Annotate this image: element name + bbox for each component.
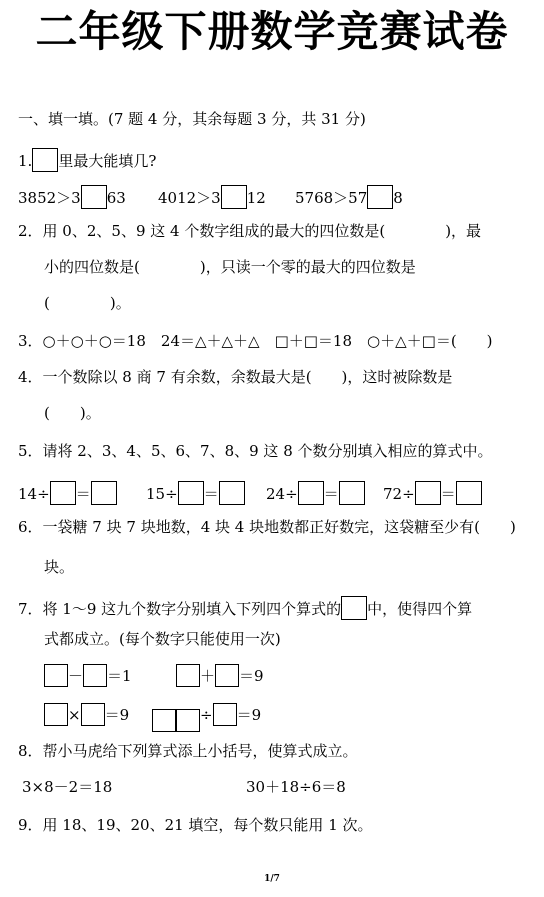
question-7-line-1	[18, 596, 472, 620]
answer-box[interactable]	[50, 481, 76, 505]
answer-box[interactable]	[83, 664, 107, 687]
answer-box[interactable]	[339, 481, 365, 505]
question-9: 9．用 18、19、20、21 填空，每个数只能用 1 次。	[18, 816, 373, 834]
answer-box[interactable]	[298, 481, 324, 505]
answer-box[interactable]	[91, 481, 117, 505]
q7-equation-plus	[176, 664, 264, 687]
answer-box[interactable]	[176, 664, 200, 687]
page-title: 二年级下册数学竞赛试卷	[35, 7, 509, 56]
answer-box[interactable]	[221, 185, 247, 209]
answer-box[interactable]	[213, 703, 237, 726]
q8-expression-1: 3×8－2＝18	[22, 778, 113, 796]
q5-equation-4	[383, 481, 482, 505]
q5-e4-label: 72÷	[383, 485, 415, 503]
page-number: 1/7	[264, 874, 280, 884]
q5-equation-3	[266, 481, 365, 505]
question-4-line-1: 4．一个数除以 8 商 7 有余数，余数最大是( )，这时被除数是	[18, 368, 453, 386]
q7-result-9: ＝9	[239, 667, 264, 685]
answer-box[interactable]	[367, 185, 393, 209]
q5-e1-label: 14÷	[18, 485, 50, 503]
answer-box[interactable]	[415, 481, 441, 505]
equals-sign: ＝	[75, 485, 91, 503]
q1-b-left: 4012＞3	[158, 189, 221, 207]
q7-result-1: ＝1	[107, 667, 132, 685]
two-digit-box	[152, 709, 200, 732]
question-6-line-2: 块。	[44, 558, 75, 576]
q1-c-right: 8	[393, 189, 403, 207]
q5-e3-label: 24÷	[266, 485, 298, 503]
q7-equation-times	[44, 703, 129, 726]
section-heading: 一、填一填。(7 题 4 分，其余每题 3 分，共 31 分)	[18, 110, 366, 128]
q8-expression-2: 30＋18÷6＝8	[246, 778, 346, 796]
question-6-line-1: 6．一袋糖 7 块 7 块地数，4 块 4 块地数都正好数完，这袋糖至少有( )	[18, 518, 516, 536]
question-2-line-2: 小的四位数是( )，只读一个零的最大的四位数是	[44, 258, 416, 276]
equals-sign: ＝	[203, 485, 219, 503]
q1-number: 1.	[18, 152, 33, 170]
question-7-line-2: 式都成立。(每个数字只能使用一次)	[44, 630, 281, 648]
q7-text-b: 中，使得四个算	[367, 600, 473, 618]
q7-text-a: 7．将 1～9 这九个数字分别填入下列四个算式的	[18, 600, 342, 618]
answer-box[interactable]	[176, 709, 200, 732]
answer-box[interactable]	[44, 664, 68, 687]
answer-box[interactable]	[32, 148, 58, 172]
equals-sign: ＝	[323, 485, 339, 503]
answer-box[interactable]	[81, 703, 105, 726]
question-2-line-3: ( )。	[44, 294, 131, 312]
question-4-line-2: ( )。	[44, 404, 101, 422]
q7-equation-minus	[44, 664, 132, 687]
question-8: 8．帮小马虎给下列算式添上小括号，使算式成立。	[18, 742, 358, 760]
q1-b-right: 12	[246, 189, 266, 207]
minus-sign: －	[68, 667, 84, 685]
divide-sign: ÷	[200, 706, 213, 724]
q5-equation-1	[18, 481, 117, 505]
q5-e2-label: 15÷	[146, 485, 178, 503]
answer-box[interactable]	[215, 664, 239, 687]
q7-equation-divide	[152, 703, 261, 732]
q7-result-9: ＝9	[104, 706, 130, 724]
q1-a-left: 3852＞3	[18, 189, 81, 207]
plus-sign: ＋	[200, 667, 216, 685]
answer-box[interactable]	[178, 481, 204, 505]
q7-result-9: ＝9	[236, 706, 262, 724]
q1-row-c	[295, 185, 403, 209]
answer-box[interactable]	[152, 709, 176, 732]
q1-row-b	[158, 185, 266, 209]
q1-a-right: 63	[106, 189, 126, 207]
q1-c-left: 5768＞57	[295, 189, 368, 207]
q5-equation-2	[146, 481, 245, 505]
question-1	[18, 148, 156, 172]
answer-box[interactable]	[341, 596, 367, 620]
q1-row	[18, 185, 126, 209]
times-sign: ×	[68, 706, 81, 724]
q1-text: 里最大能填几?	[58, 152, 157, 170]
question-3: 3．○＋○＋○＝18 24＝△＋△＋△ □＋□＝18 ○＋△＋□＝( )	[18, 332, 493, 350]
answer-box[interactable]	[81, 185, 107, 209]
answer-box[interactable]	[219, 481, 245, 505]
equals-sign: ＝	[440, 485, 456, 503]
question-2-line-1: 2．用 0、2、5、9 这 4 个数字组成的最大的四位数是( )，最	[18, 222, 482, 240]
answer-box[interactable]	[44, 703, 68, 726]
question-5: 5．请将 2、3、4、5、6、7、8、9 这 8 个数分别填入相应的算式中。	[18, 442, 493, 460]
answer-box[interactable]	[456, 481, 482, 505]
